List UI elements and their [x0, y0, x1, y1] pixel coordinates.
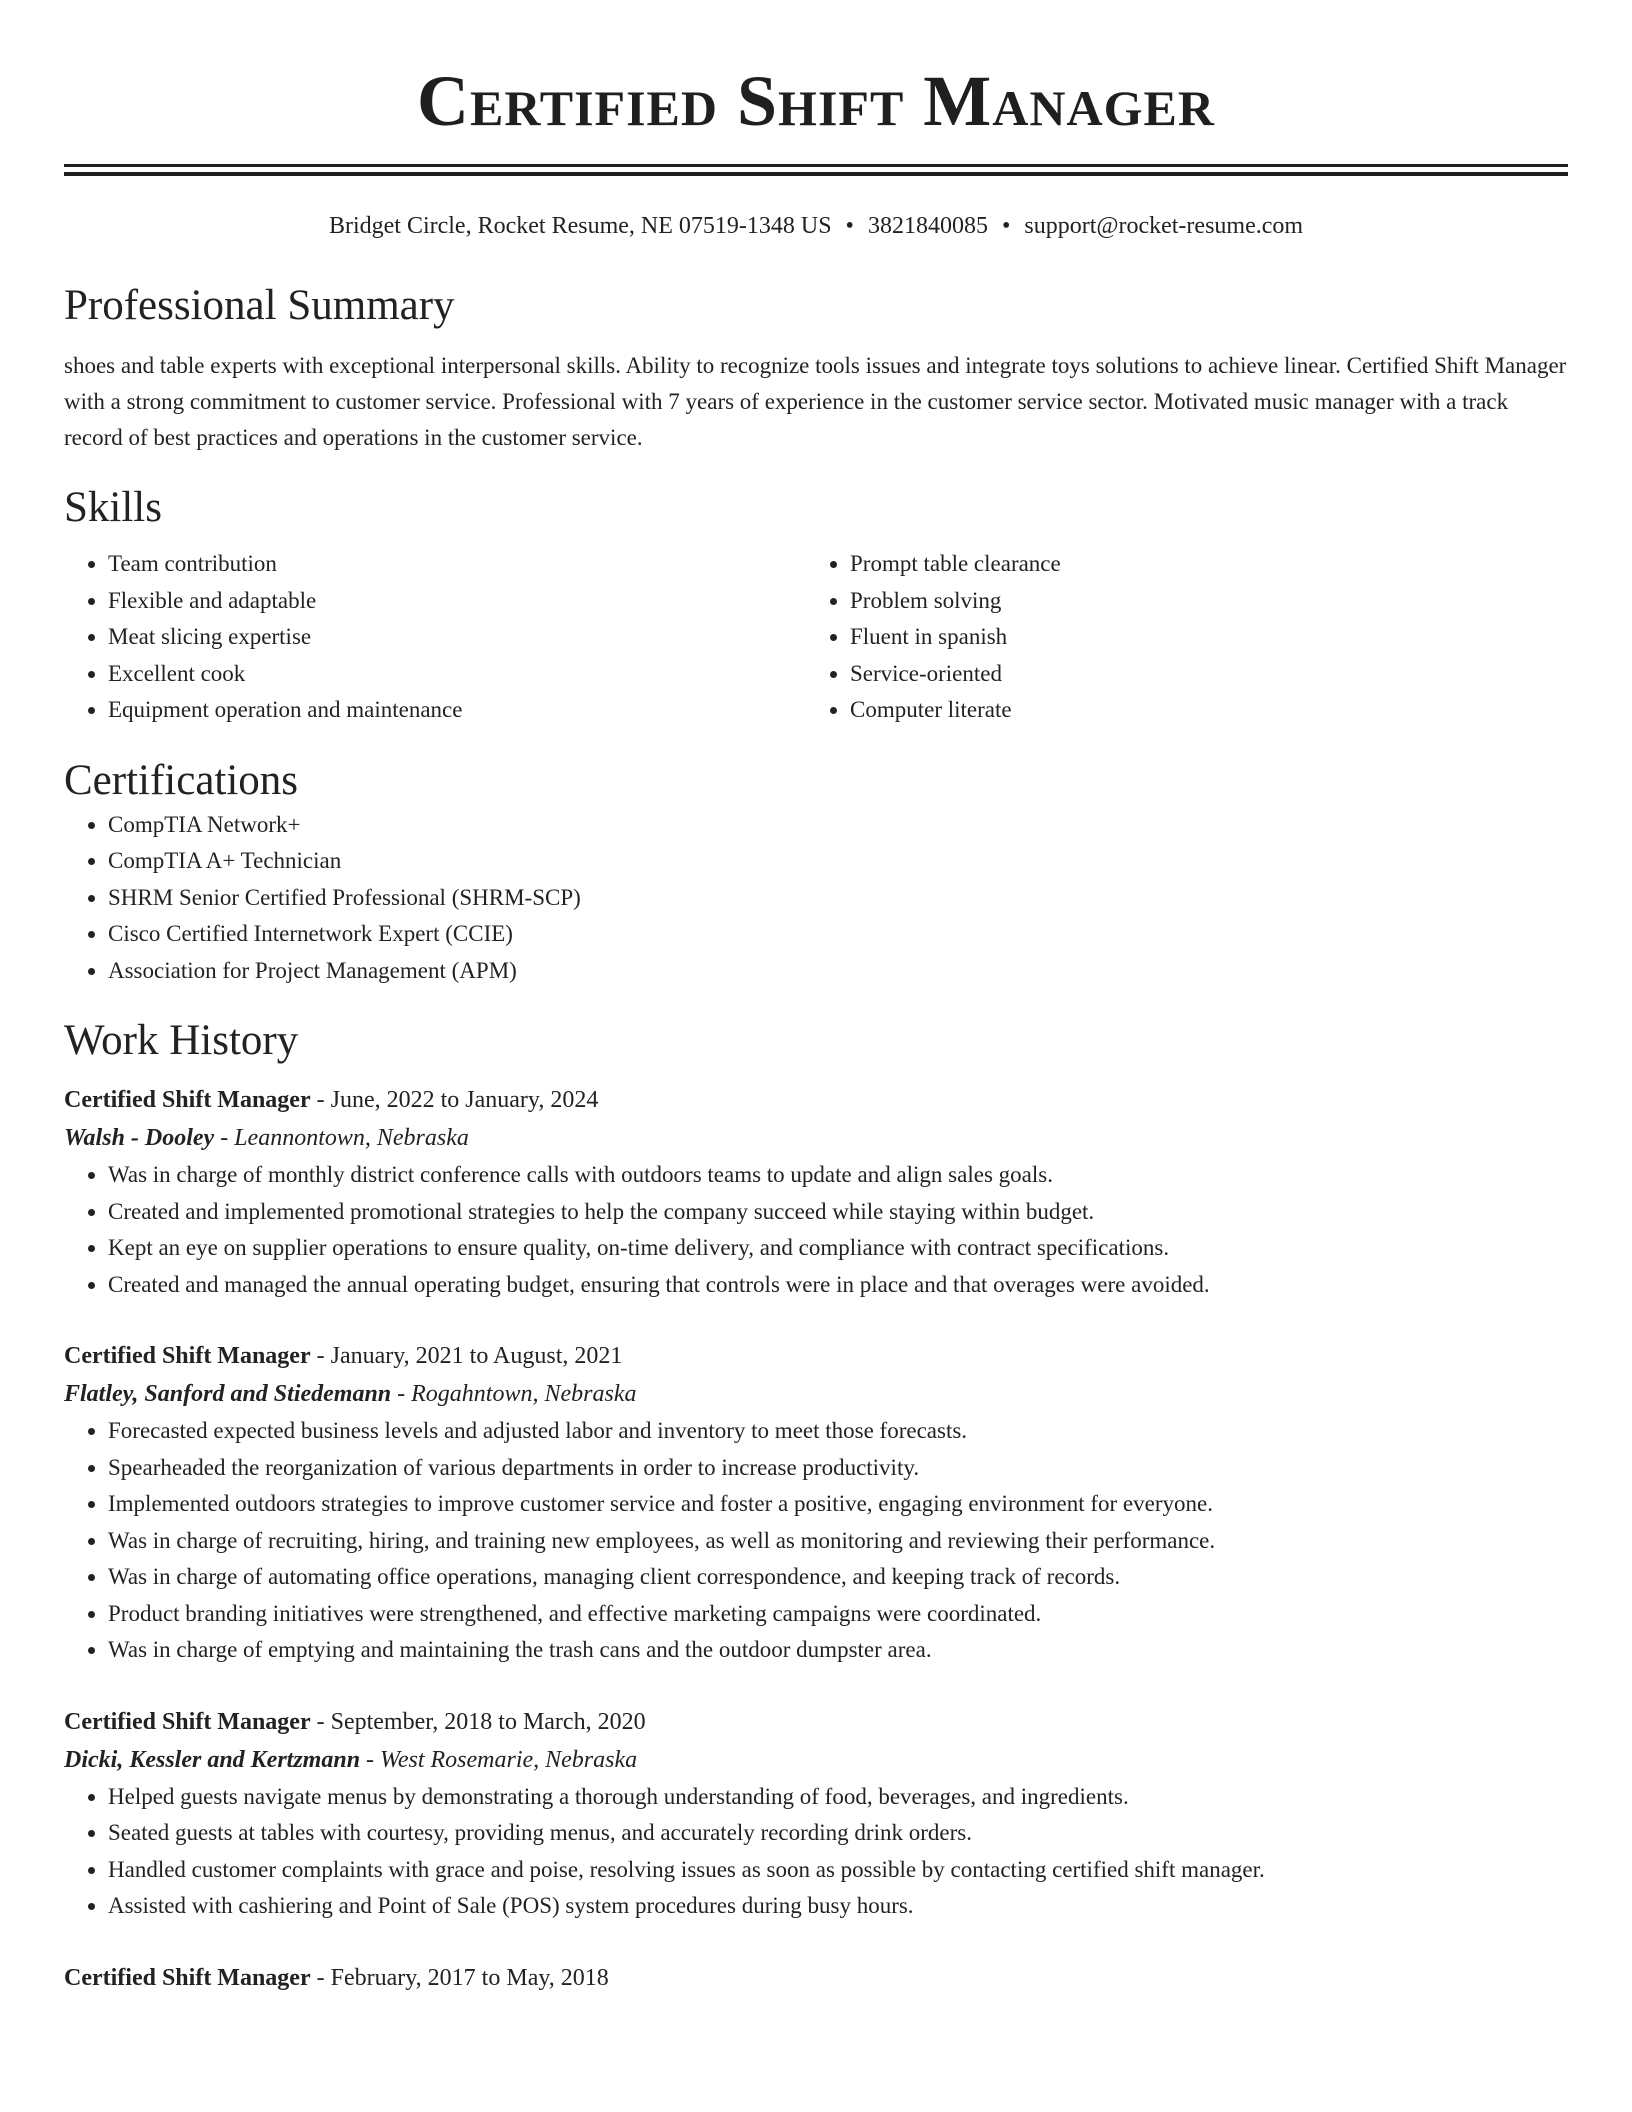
skill-item: • Flexible and adaptable	[108, 583, 806, 620]
certifications-list	[64, 807, 1568, 990]
job-duty-item: • Assisted with cashiering and Point of Sale (POS) system procedures during busy hours.	[108, 1888, 1568, 1925]
job-entry	[64, 1703, 1568, 1925]
contact-email: support@rocket-resume.com	[1024, 213, 1304, 239]
skills-grid	[64, 546, 1568, 729]
certification-item: • Association for Project Management (APM)	[108, 953, 1568, 990]
resume-page	[64, 0, 1568, 1997]
job-entry	[64, 1337, 1568, 1669]
job-duty-item: • Created and managed the annual operating budget, ensuring that controls were in place and that overages were avoided.	[108, 1267, 1568, 1304]
job-duty-item: • Was in charge of emptying and maintaining the trash cans and the outdoor dumpster area.	[108, 1632, 1568, 1669]
job-duty-item: • Was in charge of monthly district conference calls with outdoors teams to update and align sales goals.	[108, 1157, 1568, 1194]
job-duty-item: • Seated guests at tables with courtesy, providing menus, and accurately recording drink orders.	[108, 1815, 1568, 1852]
job-duty-item: • Was in charge of recruiting, hiring, and training new employees, as well as monitoring and reviewing their performance.	[108, 1523, 1568, 1560]
skill-item: • Excellent cook	[108, 656, 806, 693]
job-duty-item: • Kept an eye on supplier operations to ensure quality, on-time delivery, and compliance with contract specifications.	[108, 1230, 1568, 1267]
job-employer-line	[64, 1119, 1568, 1157]
certifications-heading: Certifications	[64, 756, 299, 804]
job-location: - West Rosemarie, Nebraska	[360, 1746, 638, 1773]
skills-list-left	[64, 546, 806, 729]
job-duty-item: • Was in charge of automating office operations, managing client correspondence, and keeping track of records.	[108, 1559, 1568, 1596]
title-rule-thick	[64, 164, 1568, 167]
job-company: Dicki, Kessler and Kertzmann	[64, 1746, 361, 1773]
job-dates: - January, 2021 to August, 2021	[310, 1343, 623, 1369]
summary-heading: Professional Summary	[64, 282, 455, 329]
skill-item: • Fluent in spanish	[850, 619, 1548, 656]
title-rule-thin	[64, 172, 1568, 176]
contact-line	[64, 210, 1568, 242]
skills-list-right	[806, 546, 1548, 729]
summary-text: shoes and table experts with exceptional interpersonal skills. Ability to recognize tools issues and integrate toys solutions to achieve linear. Certified Shift Manager with a strong commitment to customer service. Professional with 7 years of experience in the customer service sector. Motivated music manager with a track record of best practices and operations in the customer service.	[64, 353, 1567, 450]
job-company: Walsh - Dooley	[64, 1125, 215, 1151]
skills-heading: Skills	[64, 484, 162, 531]
skills-column-left	[64, 546, 806, 729]
job-duty-item: • Handled customer complaints with grace and poise, resolving issues as soon as possible by contacting certified shift manager.	[108, 1852, 1568, 1889]
job-location: - Leannontown, Nebraska	[214, 1125, 469, 1151]
job-entry	[64, 1959, 1568, 1997]
skill-item: • Prompt table clearance	[850, 546, 1548, 583]
job-title-line	[64, 1959, 1568, 1997]
certification-item: • SHRM Senior Certified Professional (SHRM-SCP)	[108, 880, 1568, 917]
certification-item: • Cisco Certified Internetwork Expert (CCIE)	[108, 916, 1568, 953]
job-title-line	[64, 1703, 1568, 1741]
skills-column-right	[806, 546, 1548, 729]
skill-item: • Meat slicing expertise	[108, 619, 806, 656]
job-employer-line	[64, 1375, 1568, 1413]
job-title: Certified Shift Manager	[64, 1343, 311, 1369]
job-title: Certified Shift Manager	[64, 1708, 311, 1735]
job-duties-list	[64, 1413, 1568, 1669]
certification-item: • CompTIA Network+	[108, 807, 1568, 844]
skill-item: • Team contribution	[108, 546, 806, 583]
job-title-line	[64, 1337, 1568, 1375]
job-title: Certified Shift Manager	[64, 1087, 311, 1113]
resume-title: Certified Shift Manager	[417, 61, 1215, 141]
job-duty-item: • Created and implemented promotional strategies to help the company succeed while staying within budget.	[108, 1194, 1568, 1231]
skill-item: • Computer literate	[850, 692, 1548, 729]
job-duty-item: • Forecasted expected business levels and adjusted labor and inventory to meet those forecasts.	[108, 1413, 1568, 1450]
job-duty-item: • Product branding initiatives were strengthened, and effective marketing campaigns were coordinated.	[108, 1596, 1568, 1633]
job-title-line	[64, 1081, 1568, 1119]
job-dates: - February, 2017 to May, 2018	[310, 1964, 609, 1991]
job-duty-item: • Helped guests navigate menus by demonstrating a thorough understanding of food, beverages, and ingredients.	[108, 1779, 1568, 1816]
job-location: - Rogahntown, Nebraska	[391, 1381, 637, 1407]
job-company: Flatley, Sanford and Stiedemann	[64, 1381, 392, 1407]
job-dates: - September, 2018 to March, 2020	[310, 1708, 646, 1735]
contact-separator: •	[1001, 213, 1011, 239]
skill-item: • Problem solving	[850, 583, 1548, 620]
skill-item: • Service-oriented	[850, 656, 1548, 693]
job-dates: - June, 2022 to January, 2024	[310, 1087, 599, 1113]
contact-phone: 3821840085	[867, 213, 988, 239]
job-duties-list	[64, 1157, 1568, 1303]
contact-separator: •	[845, 213, 854, 239]
job-employer-line	[64, 1741, 1568, 1779]
contact-address: Bridget Circle, Rocket Resume, NE 07519-1348 US	[328, 213, 832, 239]
job-title: Certified Shift Manager	[64, 1964, 311, 1991]
job-duty-item: • Implemented outdoors strategies to improve customer service and foster a positive, engaging environment for everyone.	[108, 1486, 1568, 1523]
skill-item: • Equipment operation and maintenance	[108, 692, 806, 729]
certification-item: • CompTIA A+ Technician	[108, 843, 1568, 880]
job-duty-item: • Spearheaded the reorganization of various departments in order to increase productivity.	[108, 1450, 1568, 1487]
work-history-heading: Work History	[64, 1017, 299, 1064]
job-entry	[64, 1081, 1568, 1303]
job-duties-list	[64, 1779, 1568, 1925]
